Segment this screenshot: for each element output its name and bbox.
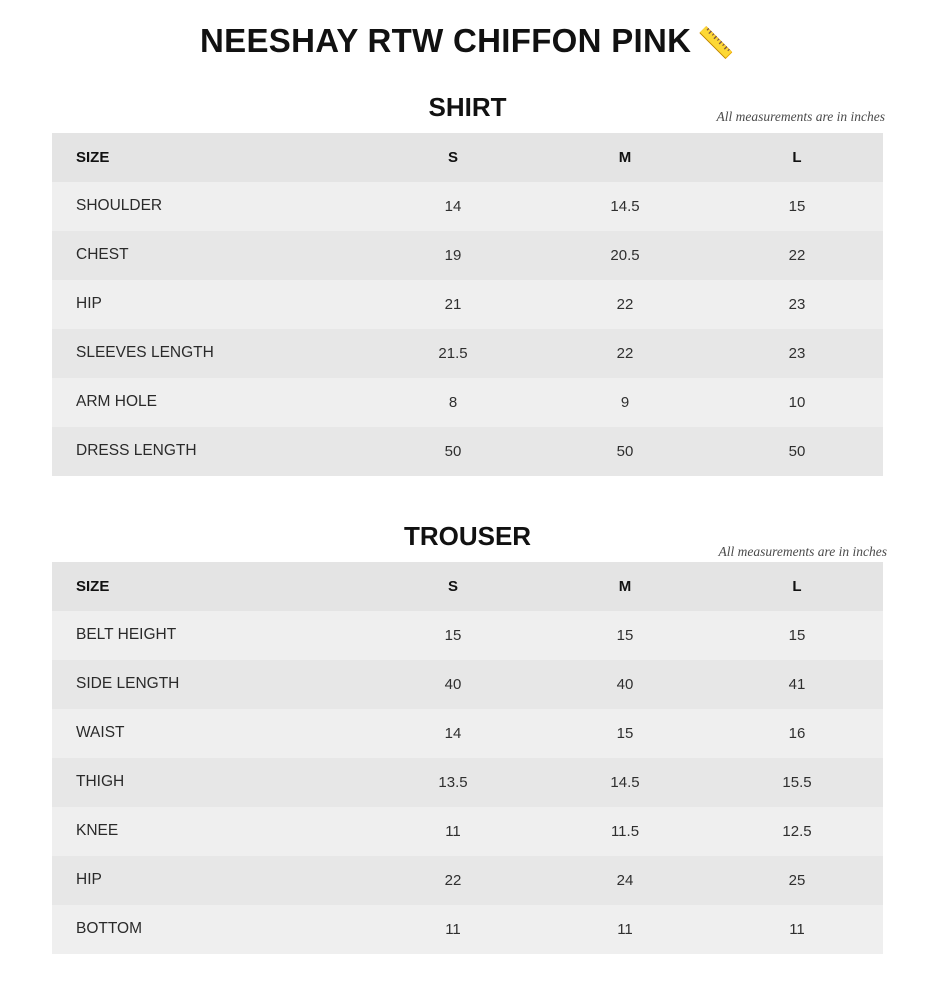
table-row bbox=[52, 660, 883, 709]
cell-l: 23 bbox=[711, 329, 883, 378]
table-row bbox=[52, 329, 883, 378]
tape-measure-icon: 📏 bbox=[697, 26, 735, 60]
table-header-row bbox=[52, 133, 883, 182]
row-label: DRESS LENGTH bbox=[52, 427, 367, 476]
cell-s: 50 bbox=[367, 427, 539, 476]
cell-l: 16 bbox=[711, 709, 883, 758]
row-label: KNEE bbox=[52, 807, 367, 856]
cell-s: 8 bbox=[367, 378, 539, 427]
column-header-size: SIZE bbox=[52, 562, 367, 611]
row-label: SLEEVES LENGTH bbox=[52, 329, 367, 378]
column-header-m: M bbox=[539, 562, 711, 611]
cell-m: 14.5 bbox=[539, 758, 711, 807]
cell-l: 11 bbox=[711, 905, 883, 954]
cell-s: 15 bbox=[367, 611, 539, 660]
section-trouser-note: All measurements are in inches bbox=[718, 543, 887, 559]
table-row bbox=[52, 378, 883, 427]
section-shirt-note: All measurements are in inches bbox=[716, 108, 885, 124]
cell-s: 40 bbox=[367, 660, 539, 709]
row-label: SIDE LENGTH bbox=[52, 660, 367, 709]
table-header-row bbox=[52, 562, 883, 611]
cell-s: 11 bbox=[367, 807, 539, 856]
row-label: HIP bbox=[52, 856, 367, 905]
page-title-text: NEESHAY RTW CHIFFON PINK bbox=[200, 22, 692, 59]
section-trouser bbox=[0, 516, 935, 954]
row-label: HIP bbox=[52, 280, 367, 329]
cell-m: 15 bbox=[539, 611, 711, 660]
table-row bbox=[52, 807, 883, 856]
cell-s: 14 bbox=[367, 709, 539, 758]
cell-l: 22 bbox=[711, 231, 883, 280]
table-row bbox=[52, 231, 883, 280]
table-row bbox=[52, 905, 883, 954]
cell-s: 14 bbox=[367, 182, 539, 231]
row-label: CHEST bbox=[52, 231, 367, 280]
row-label: THIGH bbox=[52, 758, 367, 807]
cell-l: 15 bbox=[711, 611, 883, 660]
cell-l: 12.5 bbox=[711, 807, 883, 856]
cell-m: 22 bbox=[539, 329, 711, 378]
cell-l: 10 bbox=[711, 378, 883, 427]
table-row bbox=[52, 427, 883, 476]
section-shirt-title: SHIRT bbox=[428, 91, 507, 122]
section-trouser-title: TROUSER bbox=[403, 520, 532, 551]
cell-m: 9 bbox=[539, 378, 711, 427]
cell-m: 40 bbox=[539, 660, 711, 709]
table-row bbox=[52, 611, 883, 660]
column-header-s: S bbox=[367, 133, 539, 182]
cell-m: 15 bbox=[539, 709, 711, 758]
table-row bbox=[52, 856, 883, 905]
cell-s: 21 bbox=[367, 280, 539, 329]
cell-l: 15.5 bbox=[711, 758, 883, 807]
table-row bbox=[52, 709, 883, 758]
cell-s: 21.5 bbox=[367, 329, 539, 378]
cell-m: 50 bbox=[539, 427, 711, 476]
row-label: WAIST bbox=[52, 709, 367, 758]
cell-s: 13.5 bbox=[367, 758, 539, 807]
section-shirt-header bbox=[0, 87, 935, 127]
column-header-m: M bbox=[539, 133, 711, 182]
table-row bbox=[52, 280, 883, 329]
cell-l: 15 bbox=[711, 182, 883, 231]
section-shirt bbox=[0, 87, 935, 476]
column-header-l: L bbox=[711, 562, 883, 611]
cell-m: 20.5 bbox=[539, 231, 711, 280]
row-label: SHOULDER bbox=[52, 182, 367, 231]
page-title bbox=[0, 22, 935, 61]
cell-m: 11.5 bbox=[539, 807, 711, 856]
section-trouser-header bbox=[0, 516, 935, 559]
row-label: BOTTOM bbox=[52, 905, 367, 954]
table-row bbox=[52, 182, 883, 231]
trouser-size-table bbox=[52, 562, 883, 954]
cell-m: 11 bbox=[539, 905, 711, 954]
column-header-size: SIZE bbox=[52, 133, 367, 182]
cell-s: 22 bbox=[367, 856, 539, 905]
cell-s: 19 bbox=[367, 231, 539, 280]
cell-l: 25 bbox=[711, 856, 883, 905]
cell-m: 14.5 bbox=[539, 182, 711, 231]
shirt-size-table bbox=[52, 133, 883, 476]
cell-l: 50 bbox=[711, 427, 883, 476]
table-row bbox=[52, 758, 883, 807]
cell-s: 11 bbox=[367, 905, 539, 954]
cell-l: 23 bbox=[711, 280, 883, 329]
row-label: ARM HOLE bbox=[52, 378, 367, 427]
section-divider bbox=[0, 476, 935, 490]
cell-l: 41 bbox=[711, 660, 883, 709]
column-header-l: L bbox=[711, 133, 883, 182]
column-header-s: S bbox=[367, 562, 539, 611]
cell-m: 22 bbox=[539, 280, 711, 329]
row-label: BELT HEIGHT bbox=[52, 611, 367, 660]
cell-m: 24 bbox=[539, 856, 711, 905]
